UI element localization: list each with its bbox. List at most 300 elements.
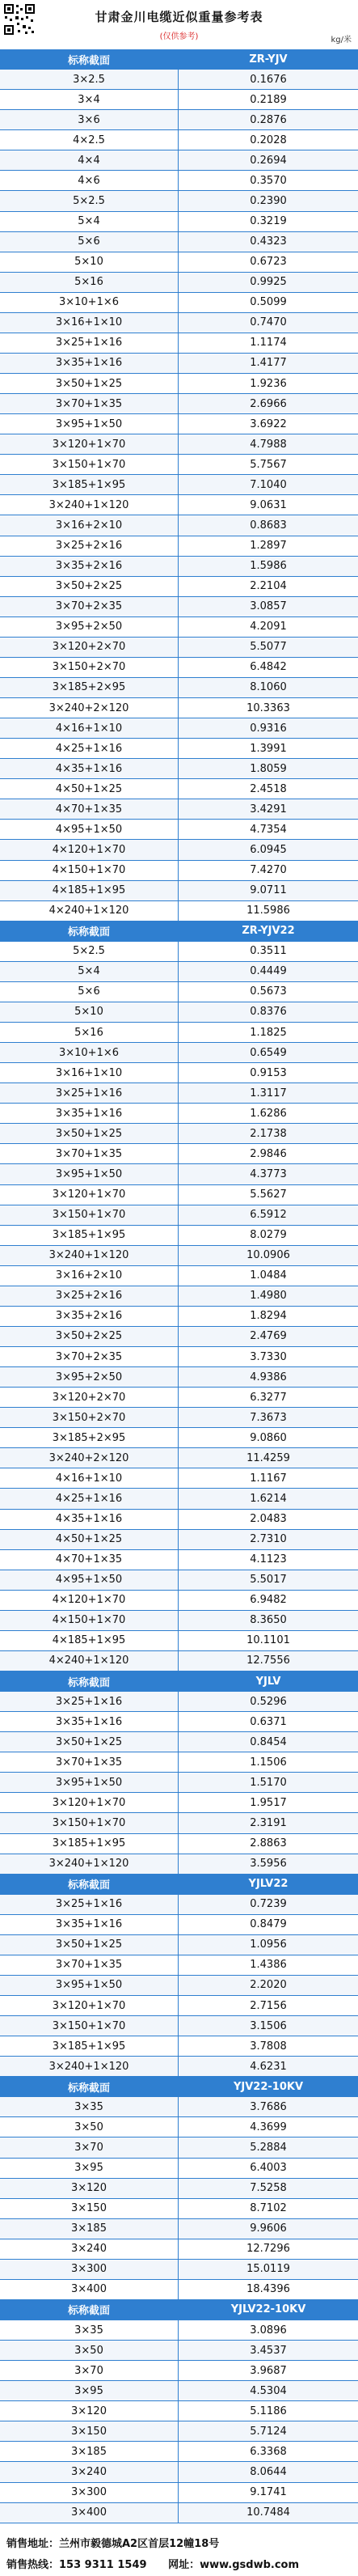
cell-cross-section: 4×35+1×16 xyxy=(0,759,179,778)
page-title: 甘肃金川电缆近似重量参考表 xyxy=(95,10,263,24)
table-row xyxy=(0,658,358,678)
cell-cross-section: 3×16+2×10 xyxy=(0,1266,179,1286)
cell-weight: 4.3699 xyxy=(250,2121,287,2133)
cell-cross-section: 4×50+1×25 xyxy=(0,1530,179,1549)
cell-weight: 9.0711 xyxy=(179,881,358,900)
cell-weight: 2.2104 xyxy=(250,580,287,593)
table-row xyxy=(0,212,358,232)
table-row xyxy=(0,597,358,617)
cell-cross-section: 4×185+1×95 xyxy=(0,881,179,900)
cell-cross-section: 3×25+1×16 xyxy=(0,333,179,353)
cell-cross-section: 3×120+1×70 xyxy=(0,1793,179,1812)
table-row xyxy=(0,2057,358,2077)
cell-cross-section: 3×16+1×10 xyxy=(0,1063,179,1083)
cell-weight: 1.1506 xyxy=(250,1756,287,1769)
cell-weight: 0.2028 xyxy=(250,133,287,146)
table-row xyxy=(0,1489,358,1509)
cell-weight: 2.4769 xyxy=(179,1327,358,1346)
cell-weight: 2.4518 xyxy=(250,782,287,795)
cell-cross-section: 3×240+1×120 xyxy=(0,1246,179,1265)
table-row xyxy=(0,1246,358,1266)
table-row xyxy=(0,2179,358,2199)
table-row xyxy=(0,1286,358,1307)
cell-weight: 4.6231 xyxy=(179,2057,358,2076)
cell-cross-section: 3×185 xyxy=(0,2219,179,2239)
table-row xyxy=(0,2401,358,2421)
page-footer xyxy=(0,2523,358,2576)
table-row xyxy=(0,861,358,881)
cell-cross-section: 3×240+1×120 xyxy=(0,2057,179,2076)
cell-cross-section: 4×120+1×70 xyxy=(0,1591,179,1610)
cell-weight: 2.1738 xyxy=(179,1124,358,1143)
column-header-model: YJLV22 xyxy=(179,1875,358,1894)
table-row xyxy=(0,2260,358,2280)
table-row xyxy=(0,2361,358,2381)
cell-cross-section: 3×6 xyxy=(0,110,179,129)
cell-cross-section: 3×95+2×50 xyxy=(0,1367,179,1387)
cell-cross-section: 3×50+1×25 xyxy=(0,1732,179,1752)
sales-hotline: 销售热线：153 9311 1549 xyxy=(6,2559,147,2571)
cell-cross-section: 5×2.5 xyxy=(0,191,179,210)
table-row xyxy=(0,1631,358,1651)
column-header-model: YJV22-10KV xyxy=(179,2077,358,2096)
cell-cross-section: 3×50+1×25 xyxy=(0,1124,179,1143)
cell-weight: 2.8863 xyxy=(250,1837,287,1850)
cell-weight: 10.0906 xyxy=(179,1246,358,1265)
table-row xyxy=(0,536,358,557)
table-row xyxy=(0,1773,358,1793)
table-row xyxy=(0,962,358,982)
cell-weight: 6.4842 xyxy=(250,661,287,674)
cell-cross-section: 3×120+1×70 xyxy=(0,1996,179,2015)
cell-weight: 1.2897 xyxy=(250,540,287,553)
cell-cross-section: 4×50+1×25 xyxy=(0,779,179,799)
cell-weight: 0.2189 xyxy=(250,93,287,106)
cell-weight: 4.1123 xyxy=(250,1553,287,1566)
table-row xyxy=(0,70,358,90)
cell-cross-section: 5×2.5 xyxy=(0,942,179,961)
cell-weight: 1.4386 xyxy=(250,1959,287,1972)
cell-weight: 6.9482 xyxy=(250,1594,287,1607)
cell-cross-section: 4×35+1×16 xyxy=(0,1510,179,1529)
cell-weight: 0.4449 xyxy=(179,962,358,981)
cell-weight: 4.3773 xyxy=(179,1164,358,1184)
table-row xyxy=(0,110,358,130)
cell-weight: 0.2390 xyxy=(179,191,358,210)
cell-cross-section: 3×70+2×35 xyxy=(0,1347,179,1366)
website: 网址：www.gsdwb.com xyxy=(168,2559,300,2571)
cell-cross-section: 3×120+1×70 xyxy=(0,1185,179,1205)
table-row xyxy=(0,1226,358,1246)
table-row xyxy=(0,150,358,171)
cell-cross-section: 3×120+2×70 xyxy=(0,638,179,657)
table-row xyxy=(0,90,358,110)
cell-cross-section: 3×50+1×25 xyxy=(0,374,179,393)
table-row xyxy=(0,252,358,273)
table-row xyxy=(0,2117,358,2137)
cell-cross-section: 3×25+1×16 xyxy=(0,1083,179,1103)
cell-weight: 0.8454 xyxy=(179,1732,358,1752)
cell-weight: 10.1101 xyxy=(246,1634,290,1647)
cell-cross-section: 5×6 xyxy=(0,232,179,252)
table-row xyxy=(0,495,358,515)
table-row xyxy=(0,1104,358,1124)
table-row xyxy=(0,2016,358,2036)
table-row xyxy=(0,2137,358,2158)
table-row xyxy=(0,718,358,739)
cell-cross-section: 3×400 xyxy=(0,2503,179,2523)
table-row xyxy=(0,2199,358,2219)
cell-weight: 8.1060 xyxy=(179,678,358,697)
cell-weight: 6.0945 xyxy=(179,840,358,859)
table-row xyxy=(0,1976,358,1996)
cell-cross-section: 3×95+1×50 xyxy=(0,1976,179,1995)
column-header-model: YJLV22-10KV xyxy=(179,2300,358,2320)
cell-cross-section: 3×400 xyxy=(0,2280,179,2299)
cell-weight: 15.0119 xyxy=(179,2260,358,2279)
cell-cross-section: 3×150+1×70 xyxy=(0,455,179,474)
cell-weight: 5.5017 xyxy=(179,1570,358,1590)
table-row xyxy=(0,1367,358,1388)
cell-weight: 11.5986 xyxy=(246,905,290,917)
cell-cross-section: 4×6 xyxy=(0,171,179,190)
cell-cross-section: 5×4 xyxy=(0,212,179,231)
table-row xyxy=(0,1164,358,1184)
cell-cross-section: 3×70+1×35 xyxy=(0,1955,179,1975)
table-row xyxy=(0,1124,358,1144)
cell-weight: 1.0956 xyxy=(179,1935,358,1955)
cell-cross-section: 4×16+1×10 xyxy=(0,718,179,738)
cell-cross-section: 3×10+1×6 xyxy=(0,293,179,312)
table-row xyxy=(0,1307,358,1327)
table-row xyxy=(0,901,358,922)
cell-weight: 0.6549 xyxy=(179,1043,358,1062)
cell-cross-section: 5×16 xyxy=(0,273,179,292)
cell-cross-section: 3×70 xyxy=(0,2361,179,2380)
table-row xyxy=(0,820,358,840)
table-row xyxy=(0,1692,358,1712)
table-row xyxy=(0,1915,358,1935)
cell-cross-section: 3×25+2×16 xyxy=(0,536,179,556)
cell-cross-section: 3×16+2×10 xyxy=(0,515,179,535)
cell-weight: 0.8479 xyxy=(250,1918,287,1931)
cell-weight: 0.7239 xyxy=(179,1895,358,1914)
cell-cross-section: 3×185+1×95 xyxy=(0,1226,179,1245)
cell-weight: 1.5986 xyxy=(179,557,358,576)
table-section-header xyxy=(0,1671,358,1692)
cell-cross-section: 3×150+1×70 xyxy=(0,2016,179,2036)
column-header-size: 标称截面 xyxy=(0,2300,179,2320)
table-row xyxy=(0,557,358,577)
cell-cross-section: 3×185+1×95 xyxy=(0,2036,179,2056)
weight-table xyxy=(0,49,358,2523)
cell-weight: 0.1676 xyxy=(179,70,358,89)
cell-weight: 3.4291 xyxy=(179,799,358,819)
cell-weight: 3.7330 xyxy=(250,1350,287,1363)
table-row xyxy=(0,2503,358,2523)
cell-weight: 8.3650 xyxy=(179,1611,358,1630)
reference-note: (仅供参考) xyxy=(159,32,199,41)
table-section-header xyxy=(0,1875,358,1895)
cell-cross-section: 3×35+2×16 xyxy=(0,1307,179,1326)
cell-cross-section: 3×150+2×70 xyxy=(0,1408,179,1427)
cell-weight: 1.5170 xyxy=(179,1773,358,1792)
cell-weight: 3.5956 xyxy=(179,1854,358,1874)
table-row xyxy=(0,739,358,759)
table-row xyxy=(0,232,358,252)
cell-weight: 2.0483 xyxy=(250,1513,287,1526)
table-row xyxy=(0,2462,358,2482)
cell-weight: 7.5258 xyxy=(179,2179,358,2198)
cell-cross-section: 3×70+1×35 xyxy=(0,1752,179,1772)
table-row xyxy=(0,1510,358,1530)
cell-weight: 0.9925 xyxy=(179,273,358,292)
cell-cross-section: 4×240+1×120 xyxy=(0,1651,179,1671)
cell-weight: 3.0896 xyxy=(250,2324,287,2337)
cell-cross-section: 3×2.5 xyxy=(0,70,179,89)
table-row xyxy=(0,2036,358,2057)
cell-cross-section: 3×70+2×35 xyxy=(0,597,179,616)
table-row xyxy=(0,354,358,374)
table-row xyxy=(0,1570,358,1591)
cell-weight: 6.3277 xyxy=(250,1391,287,1404)
table-section-header xyxy=(0,922,358,942)
cell-cross-section: 4×70+1×35 xyxy=(0,799,179,819)
cell-weight: 2.7156 xyxy=(250,1999,287,2012)
cell-cross-section: 3×120 xyxy=(0,2179,179,2198)
cell-weight: 2.9846 xyxy=(250,1147,287,1160)
column-header-size: 标称截面 xyxy=(0,49,179,69)
column-header-size: 标称截面 xyxy=(0,922,179,941)
unit-label: kg/米 xyxy=(331,36,352,44)
cell-weight: 1.9517 xyxy=(250,1796,287,1809)
cell-cross-section: 4×16+1×10 xyxy=(0,1468,179,1488)
cell-weight: 9.0631 xyxy=(250,498,287,511)
table-row xyxy=(0,2280,358,2300)
table-row xyxy=(0,1185,358,1205)
table-row xyxy=(0,2239,358,2260)
cell-cross-section: 3×240+2×120 xyxy=(0,1448,179,1468)
cell-cross-section: 3×185+1×95 xyxy=(0,1834,179,1854)
cell-weight: 1.8059 xyxy=(179,759,358,778)
cell-cross-section: 3×240+2×120 xyxy=(0,698,179,718)
table-row xyxy=(0,779,358,799)
cell-cross-section: 3×185+2×95 xyxy=(0,1428,179,1447)
cell-weight: 0.3219 xyxy=(250,215,287,228)
cell-cross-section: 3×25+1×16 xyxy=(0,1895,179,1914)
cell-weight: 3.6922 xyxy=(250,417,287,430)
table-row xyxy=(0,1793,358,1813)
cell-cross-section: 3×150+1×70 xyxy=(0,1813,179,1832)
cell-cross-section: 4×70+1×35 xyxy=(0,1550,179,1570)
cell-weight: 1.4177 xyxy=(179,354,358,373)
table-row xyxy=(0,2381,358,2401)
cell-weight: 7.1040 xyxy=(179,475,358,494)
cell-cross-section: 3×50+1×25 xyxy=(0,1935,179,1955)
cell-weight: 0.5296 xyxy=(179,1692,358,1711)
cell-weight: 12.7556 xyxy=(179,1651,358,1671)
table-row xyxy=(0,515,358,536)
cell-weight: 10.7484 xyxy=(179,2503,358,2523)
cell-weight: 0.9316 xyxy=(179,718,358,738)
cell-weight: 2.3191 xyxy=(179,1813,358,1832)
table-row xyxy=(0,2219,358,2239)
table-row xyxy=(0,455,358,475)
cell-cross-section: 3×185 xyxy=(0,2442,179,2461)
table-row xyxy=(0,374,358,394)
cell-weight: 8.0644 xyxy=(179,2462,358,2481)
table-row xyxy=(0,799,358,820)
cell-cross-section: 3×185+2×95 xyxy=(0,678,179,697)
table-row xyxy=(0,1327,358,1347)
table-row xyxy=(0,1023,358,1043)
table-row xyxy=(0,130,358,150)
cell-weight: 2.7310 xyxy=(179,1530,358,1549)
cell-cross-section: 3×240 xyxy=(0,2462,179,2481)
cell-weight: 3.7808 xyxy=(250,2040,287,2053)
table-row xyxy=(0,1083,358,1104)
cell-cross-section: 3×185+1×95 xyxy=(0,475,179,494)
cell-cross-section: 3×70+1×35 xyxy=(0,394,179,413)
cell-cross-section: 4×120+1×70 xyxy=(0,840,179,859)
cell-cross-section: 3×70+1×35 xyxy=(0,1144,179,1163)
cell-weight: 0.5099 xyxy=(250,296,287,309)
table-row xyxy=(0,1144,358,1164)
table-row xyxy=(0,1732,358,1752)
table-row xyxy=(0,881,358,901)
cell-cross-section: 3×240+1×120 xyxy=(0,495,179,515)
cell-cross-section: 4×4 xyxy=(0,150,179,170)
table-row xyxy=(0,394,358,414)
table-row xyxy=(0,1063,358,1083)
cell-weight: 1.4980 xyxy=(179,1286,358,1306)
table-row xyxy=(0,1428,358,1448)
table-row xyxy=(0,577,358,597)
cell-cross-section: 3×16+1×10 xyxy=(0,313,179,333)
cell-cross-section: 4×150+1×70 xyxy=(0,1611,179,1630)
column-header-model: YJLV xyxy=(179,1671,358,1691)
page-header xyxy=(0,0,358,49)
cell-weight: 3.9687 xyxy=(250,2364,287,2377)
table-row xyxy=(0,1347,358,1367)
cell-weight: 4.7988 xyxy=(179,434,358,454)
cell-weight: 0.6371 xyxy=(250,1715,287,1728)
cell-cross-section: 3×4 xyxy=(0,90,179,109)
table-row xyxy=(0,434,358,455)
cell-weight: 0.3511 xyxy=(250,945,287,958)
cell-weight: 9.1741 xyxy=(250,2486,287,2499)
cell-weight: 0.6723 xyxy=(250,256,287,269)
cell-weight: 3.7686 xyxy=(179,2097,358,2116)
table-row xyxy=(0,414,358,434)
cell-weight: 9.9606 xyxy=(179,2219,358,2239)
cell-weight: 0.2694 xyxy=(179,150,358,170)
cell-weight: 6.3368 xyxy=(250,2445,287,2458)
cell-cross-section: 4×25+1×16 xyxy=(0,739,179,758)
cell-weight: 9.0860 xyxy=(250,1431,287,1444)
cell-weight: 4.7354 xyxy=(250,823,287,836)
cell-weight: 7.3673 xyxy=(179,1408,358,1427)
column-header-size: 标称截面 xyxy=(0,1671,179,1691)
cell-cross-section: 3×95+1×50 xyxy=(0,1164,179,1184)
cell-weight: 5.5627 xyxy=(250,1188,287,1201)
cell-cross-section: 3×95+1×50 xyxy=(0,414,179,434)
cell-cross-section: 3×35+1×16 xyxy=(0,1712,179,1731)
cell-cross-section: 3×150+2×70 xyxy=(0,658,179,677)
table-row xyxy=(0,1834,358,1854)
cell-cross-section: 3×95 xyxy=(0,2159,179,2178)
cell-weight: 3.1506 xyxy=(179,2016,358,2036)
table-row xyxy=(0,1205,358,1226)
cell-cross-section: 3×35 xyxy=(0,2097,179,2116)
cell-weight: 3.0857 xyxy=(179,597,358,616)
table-row xyxy=(0,1388,358,1408)
table-row xyxy=(0,1550,358,1570)
cell-cross-section: 5×6 xyxy=(0,982,179,1002)
cell-cross-section: 3×50+2×25 xyxy=(0,1327,179,1346)
cell-weight: 6.4003 xyxy=(250,2162,287,2175)
cell-cross-section: 3×70 xyxy=(0,2137,179,2157)
table-row xyxy=(0,2483,358,2503)
table-row xyxy=(0,759,358,779)
table-row xyxy=(0,293,358,313)
table-row xyxy=(0,638,358,658)
table-row xyxy=(0,1266,358,1286)
cell-cross-section: 3×50 xyxy=(0,2117,179,2137)
table-row xyxy=(0,1813,358,1833)
table-row xyxy=(0,1591,358,1611)
cell-cross-section: 3×25+1×16 xyxy=(0,1692,179,1711)
table-row xyxy=(0,1043,358,1063)
cell-cross-section: 3×10+1×6 xyxy=(0,1043,179,1062)
table-row xyxy=(0,1752,358,1773)
table-row xyxy=(0,1895,358,1915)
cell-weight: 0.9153 xyxy=(250,1066,287,1079)
table-row xyxy=(0,942,358,962)
cell-cross-section: 3×150+1×70 xyxy=(0,1205,179,1225)
cell-weight: 5.7124 xyxy=(179,2421,358,2441)
table-row xyxy=(0,840,358,860)
table-row xyxy=(0,1448,358,1468)
cell-cross-section: 3×240 xyxy=(0,2239,179,2259)
cell-weight: 1.3117 xyxy=(179,1083,358,1103)
table-row xyxy=(0,1651,358,1671)
column-header-size: 标称截面 xyxy=(0,2077,179,2096)
cell-weight: 18.4396 xyxy=(246,2283,290,2296)
cell-cross-section: 3×35+1×16 xyxy=(0,1104,179,1123)
cell-weight: 0.8683 xyxy=(179,515,358,535)
cell-weight: 12.7296 xyxy=(246,2243,290,2256)
table-row xyxy=(0,273,358,293)
cell-weight: 1.6286 xyxy=(250,1107,287,1120)
table-row xyxy=(0,2159,358,2179)
cell-weight: 11.4259 xyxy=(179,1448,358,1468)
cell-weight: 1.1167 xyxy=(250,1472,287,1485)
table-section-header xyxy=(0,2300,358,2320)
cell-weight: 8.0279 xyxy=(250,1229,287,1242)
cell-cross-section: 3×120 xyxy=(0,2401,179,2421)
cell-weight: 1.1825 xyxy=(250,1026,287,1039)
table-row xyxy=(0,1854,358,1875)
table-row xyxy=(0,982,358,1002)
table-row xyxy=(0,313,358,333)
cell-weight: 0.4323 xyxy=(179,232,358,252)
cell-weight: 8.7102 xyxy=(250,2202,287,2215)
table-row xyxy=(0,698,358,718)
table-row xyxy=(0,1611,358,1631)
cell-cross-section: 3×300 xyxy=(0,2260,179,2279)
table-row xyxy=(0,1468,358,1489)
